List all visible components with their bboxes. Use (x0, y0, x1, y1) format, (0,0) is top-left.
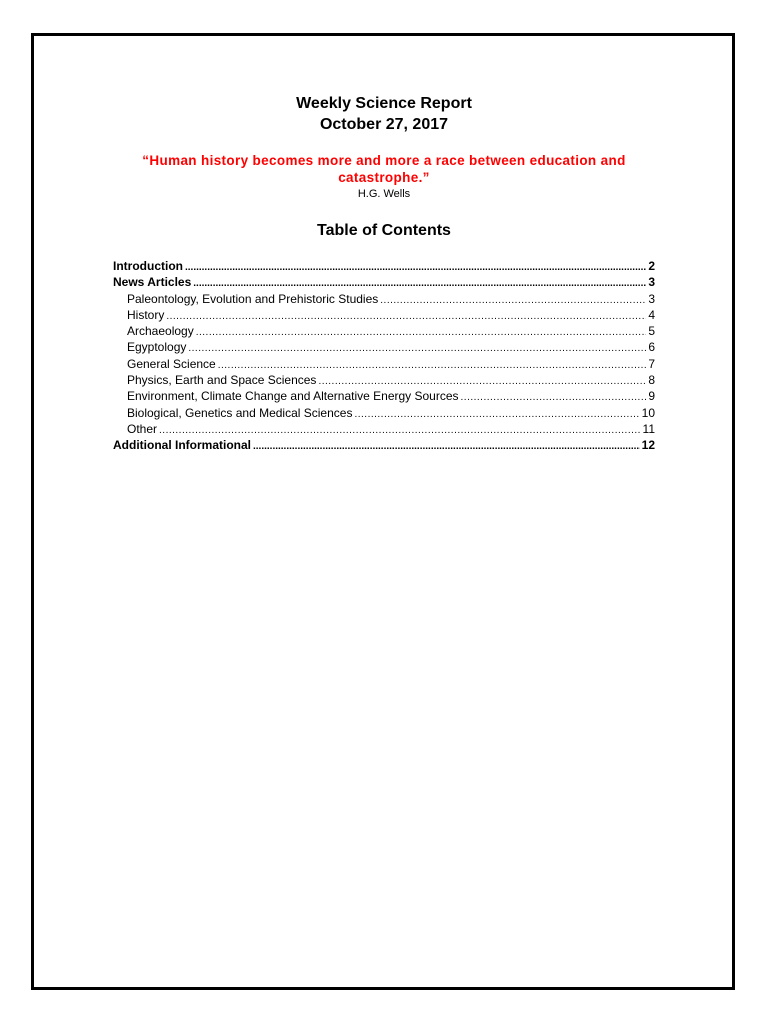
table-of-contents (113, 258, 655, 454)
toc-entry[interactable] (113, 356, 655, 372)
toc-heading: Table of Contents (317, 222, 451, 239)
toc-entry-title: Additional Informational (113, 438, 251, 453)
toc-dot-leader (354, 407, 639, 423)
toc-entry[interactable] (113, 258, 655, 274)
toc-dot-leader (166, 309, 646, 325)
toc-dot-leader (380, 293, 646, 309)
toc-entry-title: General Science (127, 356, 216, 371)
toc-entry-title: Biological, Genetics and Medical Sciences (127, 405, 353, 420)
quote-block (100, 152, 668, 201)
document-date: October 27, 2017 (319, 116, 449, 133)
toc-entry-title: Environment, Climate Change and Alternative Energy Sources (127, 389, 459, 404)
toc-page-number: 3 (648, 275, 655, 290)
toc-entry[interactable] (113, 274, 655, 290)
quote-text: “Human history becomes more and more a race between education and catastrophe.” (142, 153, 626, 185)
toc-entry-title: History (127, 307, 165, 322)
toc-entry-title: Physics, Earth and Space Sciences (127, 373, 317, 388)
toc-entry[interactable] (113, 421, 655, 437)
toc-page-number: 9 (648, 389, 655, 404)
toc-entry-title: Archaeology (127, 324, 194, 339)
toc-entry-title: Egyptology (127, 340, 187, 355)
toc-dot-leader (185, 260, 646, 276)
toc-entry-title: News Articles (113, 275, 192, 290)
toc-page-number: 6 (648, 340, 655, 355)
toc-dot-leader (196, 325, 647, 341)
toc-page-number: 4 (648, 307, 655, 322)
toc-entry[interactable] (113, 405, 655, 421)
toc-dot-leader (188, 341, 646, 357)
toc-entry[interactable] (113, 291, 655, 307)
title-block (0, 93, 768, 135)
toc-page-number: 3 (648, 291, 655, 306)
toc-entry-title: Introduction (113, 259, 183, 273)
toc-page-number: 5 (648, 324, 655, 339)
toc-entry[interactable] (113, 339, 655, 355)
toc-entry-title: Other (127, 421, 158, 436)
toc-page-number: 8 (648, 373, 655, 388)
toc-page-number: 11 (642, 421, 655, 436)
document-title: Weekly Science Report (296, 95, 472, 112)
toc-entry[interactable] (113, 307, 655, 323)
toc-page-number: 10 (641, 405, 655, 420)
toc-entry[interactable] (113, 372, 655, 388)
toc-page-number: 2 (648, 259, 655, 273)
toc-entry[interactable] (113, 437, 655, 453)
toc-page-number: 12 (641, 438, 655, 453)
quote-author: H.G. Wells (357, 188, 411, 200)
toc-entry[interactable] (113, 323, 655, 339)
toc-dot-leader (253, 439, 640, 455)
toc-page-number: 7 (648, 356, 655, 371)
toc-entry[interactable] (113, 388, 655, 404)
toc-entry-title: Paleontology, Evolution and Prehistoric Studies (127, 291, 379, 306)
toc-dot-leader (461, 390, 647, 406)
